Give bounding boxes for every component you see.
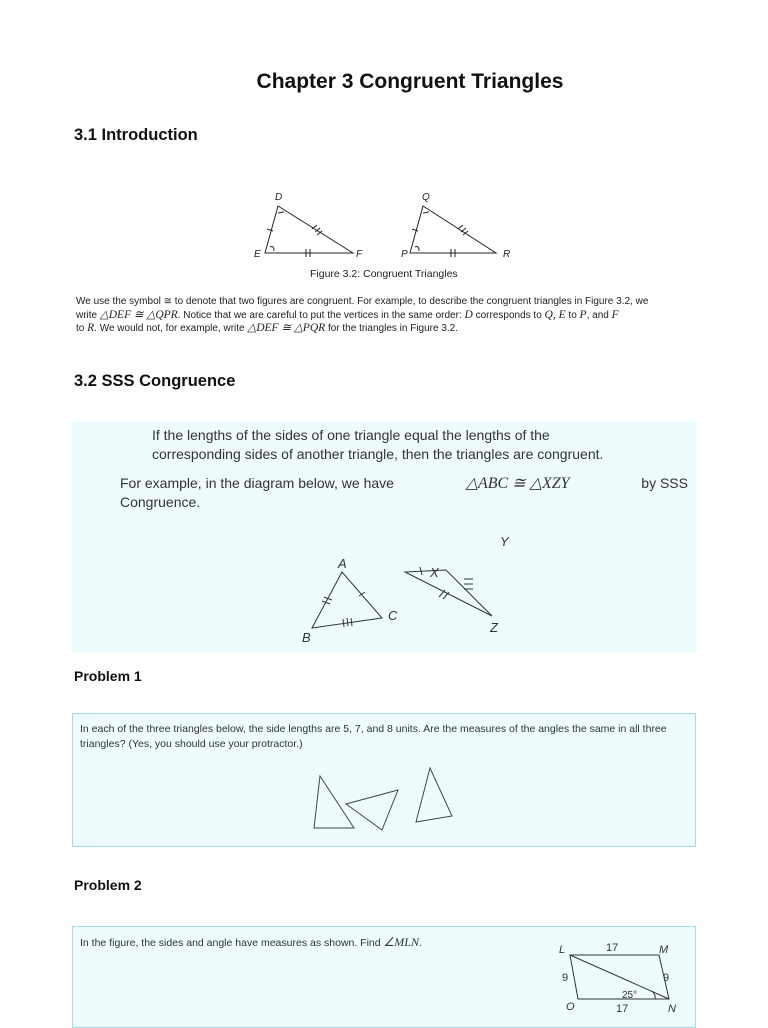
top-side-length: 17 bbox=[606, 942, 619, 954]
intro-paragraph bbox=[76, 295, 692, 336]
vertex-label-l: L bbox=[559, 944, 566, 956]
section-heading-sss: 3.2 SSS Congruence bbox=[74, 372, 236, 390]
section-heading-introduction: 3.1 Introduction bbox=[74, 126, 198, 144]
vertex-label-n: N bbox=[668, 1003, 676, 1015]
angle-label: 25° bbox=[622, 990, 638, 1001]
intro-line-3: to R. We would not, for example, write △DEF ≅ △PQR for the triangles in Figure 3.2. bbox=[76, 322, 459, 334]
problem-1-triangles bbox=[300, 762, 460, 834]
vertex-label-d: D bbox=[275, 192, 283, 203]
right-side-length: 9 bbox=[663, 972, 670, 984]
vertex-label-y: Y bbox=[500, 534, 509, 549]
problem-2-heading: Problem 2 bbox=[74, 877, 142, 893]
problem-1-heading: Problem 1 bbox=[74, 668, 142, 684]
vertex-label-z: Z bbox=[490, 620, 498, 635]
intro-line-2: write △DEF ≅ △QPR. Notice that we are careful to put the vertices in the same order: D corresponds to Q, E to P, and F bbox=[76, 308, 619, 321]
triangle-3 bbox=[416, 768, 452, 822]
congruent-triangles-figure bbox=[240, 185, 530, 265]
left-side-length: 9 bbox=[562, 972, 569, 984]
triangle-qpr bbox=[410, 206, 496, 253]
chapter-title: Chapter 3 Congruent Triangles bbox=[256, 70, 564, 93]
intro-line-1: We use the symbol ≅ to denote that two figures are congruent. For example, to describe the congruent triangles in Figure 3.2, we bbox=[76, 296, 649, 307]
theorem-line-2: corresponding sides of another triangle, then the triangles are congruent. bbox=[152, 446, 604, 462]
vertex-label-e: E bbox=[254, 249, 261, 260]
triangle-1 bbox=[314, 776, 354, 828]
vertex-label-c: C bbox=[388, 608, 398, 623]
problem-2-text: In the figure, the sides and angle have measures as shown. Find ∠MLN. bbox=[80, 935, 422, 949]
vertex-label-o: O bbox=[566, 1001, 575, 1013]
vertex-label-q: Q bbox=[422, 192, 430, 203]
theorem-line-1: If the lengths of the sides of one triangle equal the lengths of the bbox=[152, 427, 550, 443]
vertex-label-x: X bbox=[430, 565, 439, 580]
vertex-label-f: F bbox=[356, 249, 363, 260]
vertex-label-b: B bbox=[302, 630, 311, 645]
problem-1-text: In each of the three triangles below, the side lengths are 5, 7, and 8 units. Are the measures of the angles the same in all three triangles? (Yes, you should use your protractor.) bbox=[80, 723, 667, 750]
sss-theorem-text bbox=[152, 426, 662, 464]
vertex-label-a: A bbox=[338, 556, 347, 571]
vertex-label-m: M bbox=[659, 944, 669, 956]
figure-caption: Figure 3.2: Congruent Triangles bbox=[310, 268, 458, 280]
diagonal-ln bbox=[570, 955, 669, 999]
vertex-label-p: P bbox=[401, 249, 408, 260]
sss-example-text: For example, in the diagram below, we have △ABC ≅ △XZY by SSS Congruence. bbox=[120, 475, 688, 510]
problem-2-figure bbox=[548, 938, 694, 1020]
bottom-side-length: 17 bbox=[616, 1003, 629, 1015]
sss-diagram bbox=[296, 532, 526, 648]
vertex-label-r: R bbox=[503, 249, 511, 260]
triangle-2 bbox=[346, 790, 398, 830]
